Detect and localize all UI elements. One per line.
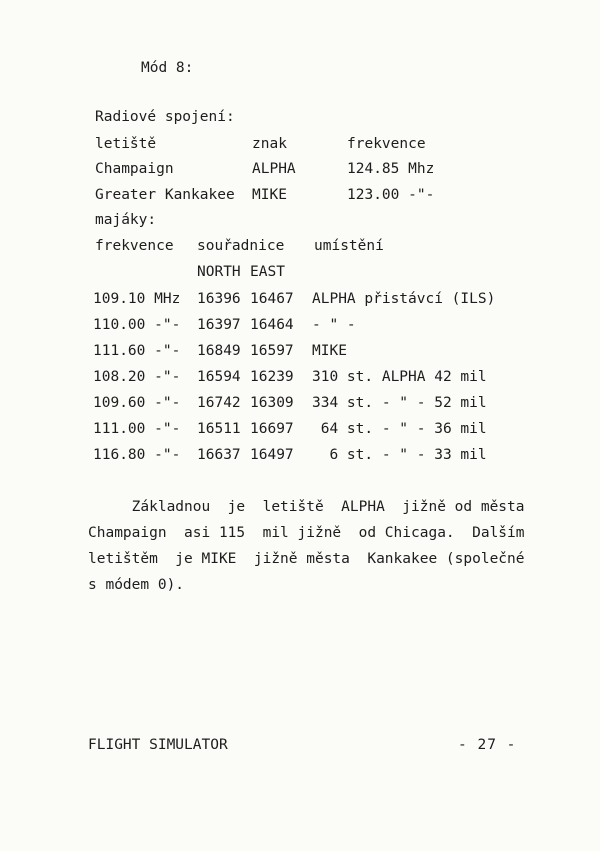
page-number: - 27 -: [458, 737, 517, 753]
paragraph-line: Základnou je letiště ALPHA jižně od města: [88, 499, 525, 515]
beacon-frequency: 111.60 -"-: [93, 343, 181, 359]
beacon-location: 334 st. - " - 52 mil: [312, 395, 487, 411]
beacon-location: - " -: [312, 317, 356, 333]
radio-frequency: 123.00 -"-: [347, 187, 435, 203]
beacon-north: 16511: [197, 421, 241, 437]
beacon-frequency: 109.10 MHz: [93, 291, 181, 307]
beacon-frequency: 116.80 -"-: [93, 447, 181, 463]
beacon-location: MIKE: [312, 343, 347, 359]
beacon-north: 16396: [197, 291, 241, 307]
beacons-title: majáky:: [95, 212, 157, 228]
beacon-location: 64 st. - " - 36 mil: [312, 421, 487, 437]
radio-frequency: 124.85 Mhz: [347, 161, 435, 177]
mode-heading: Mód 8:: [141, 60, 194, 76]
beacon-east: 16309: [250, 395, 294, 411]
paragraph-line: s módem 0).: [88, 577, 185, 593]
beacon-north: 16397: [197, 317, 241, 333]
radio-header-airport: letiště: [95, 136, 157, 152]
beacon-north: 16594: [197, 369, 241, 385]
beacon-location: 6 st. - " - 33 mil: [312, 447, 487, 463]
beacons-header-frequency: frekvence: [95, 238, 174, 254]
beacon-frequency: 111.00 -"-: [93, 421, 181, 437]
beacon-east: 16467: [250, 291, 294, 307]
radio-sign: ALPHA: [252, 161, 296, 177]
beacon-north: 16742: [197, 395, 241, 411]
paragraph-line: letištěm je MIKE jižně města Kankakee (společné: [88, 551, 525, 567]
beacons-subheader-north: NORTH: [197, 264, 241, 280]
beacons-header-location: umístění: [314, 238, 384, 254]
beacon-frequency: 109.60 -"-: [93, 395, 181, 411]
radio-header-sign: znak: [252, 136, 287, 152]
beacon-east: 16464: [250, 317, 294, 333]
radio-sign: MIKE: [252, 187, 287, 203]
radio-header-frequency: frekvence: [347, 136, 426, 152]
beacon-east: 16239: [250, 369, 294, 385]
beacon-east: 16497: [250, 447, 294, 463]
beacons-header-coords: souřadnice: [197, 238, 285, 254]
radio-airport: Greater Kankakee: [95, 187, 235, 203]
beacon-location: 310 st. ALPHA 42 mil: [312, 369, 487, 385]
beacon-north: 16849: [197, 343, 241, 359]
beacon-frequency: 108.20 -"-: [93, 369, 181, 385]
beacons-subheader-east: EAST: [250, 264, 285, 280]
radio-title: Radiové spojení:: [95, 109, 235, 125]
beacon-east: 16597: [250, 343, 294, 359]
beacon-north: 16637: [197, 447, 241, 463]
footer-title: FLIGHT SIMULATOR: [88, 737, 228, 753]
beacon-location: ALPHA přistávcí (ILS): [312, 291, 496, 307]
beacon-east: 16697: [250, 421, 294, 437]
radio-airport: Champaign: [95, 161, 174, 177]
paragraph-line: Champaign asi 115 mil jižně od Chicaga. Dalším: [88, 525, 525, 541]
beacon-frequency: 110.00 -"-: [93, 317, 181, 333]
